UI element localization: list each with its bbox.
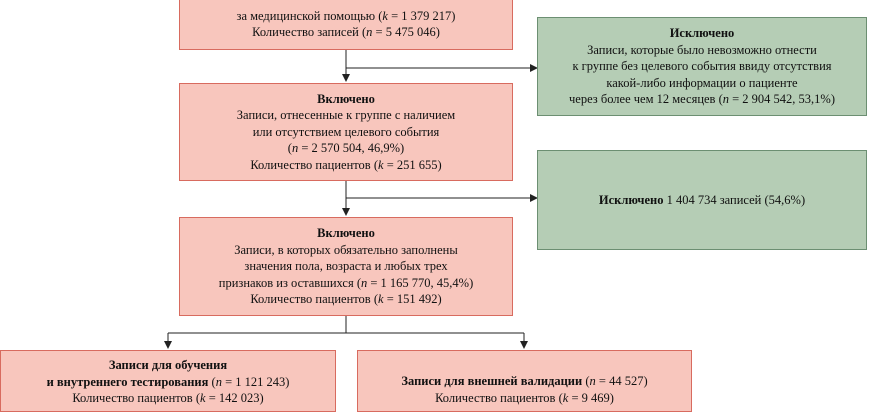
excluded1-line2: к группе без целевого события ввиду отсутствия [572,59,832,74]
box-validation-records [357,350,692,412]
training-line3: Количество пациентов (k = 142 023) [72,391,264,405]
included1-line1: Записи, отнесенные к группе с наличием [236,108,456,123]
excluded1-line4: через более чем 12 месяцев (n = 2 904 542, 53,1%) [569,92,835,107]
excluded2-line: Исключено 1 404 734 записей (54,6%) [598,192,806,207]
box-initial-records [179,0,513,50]
validation-line2: Количество пациентов (k = 9 469) [435,390,614,405]
training-line2: и внутреннего тестирования (n = 1 121 243) [46,374,290,389]
included1-title: Включено [317,91,375,106]
excluded1-line1: Записи, которые было невозможно отнести [587,42,817,57]
excluded1-title: Исключено [669,26,735,41]
included2-line1: Записи, в которых обязательно заполнены [234,242,458,257]
box-excluded-no-info [537,17,867,116]
training-title: Записи для обучения [108,358,228,372]
included1-line3: (n = 2 570 504, 46,9%) [287,141,405,156]
box-training-records [0,350,336,412]
included2-line3: признаков из оставшихся (n = 1 165 770, 45,4%) [218,275,474,290]
included1-line4: Количество пациентов (k = 251 655) [250,157,442,172]
box-included-group [179,83,513,181]
included2-title: Включено [317,226,375,241]
box-excluded-records [537,150,867,250]
initial-line2: Количество записей (n = 5 475 046) [252,25,440,39]
validation-title: Записи для внешней валидации (n = 44 527) [401,374,648,388]
excluded1-line3: какой-либо информации о пациенте [606,75,798,90]
box-included-complete [179,217,513,316]
included2-line4: Количество пациентов (k = 151 492) [250,292,442,307]
initial-line1: за медицинской помощью (k = 1 379 217) [236,8,456,23]
included1-line2: или отсутствием целевого события [252,124,440,139]
included2-line2: значения пола, возраста и любых трех [244,259,448,274]
